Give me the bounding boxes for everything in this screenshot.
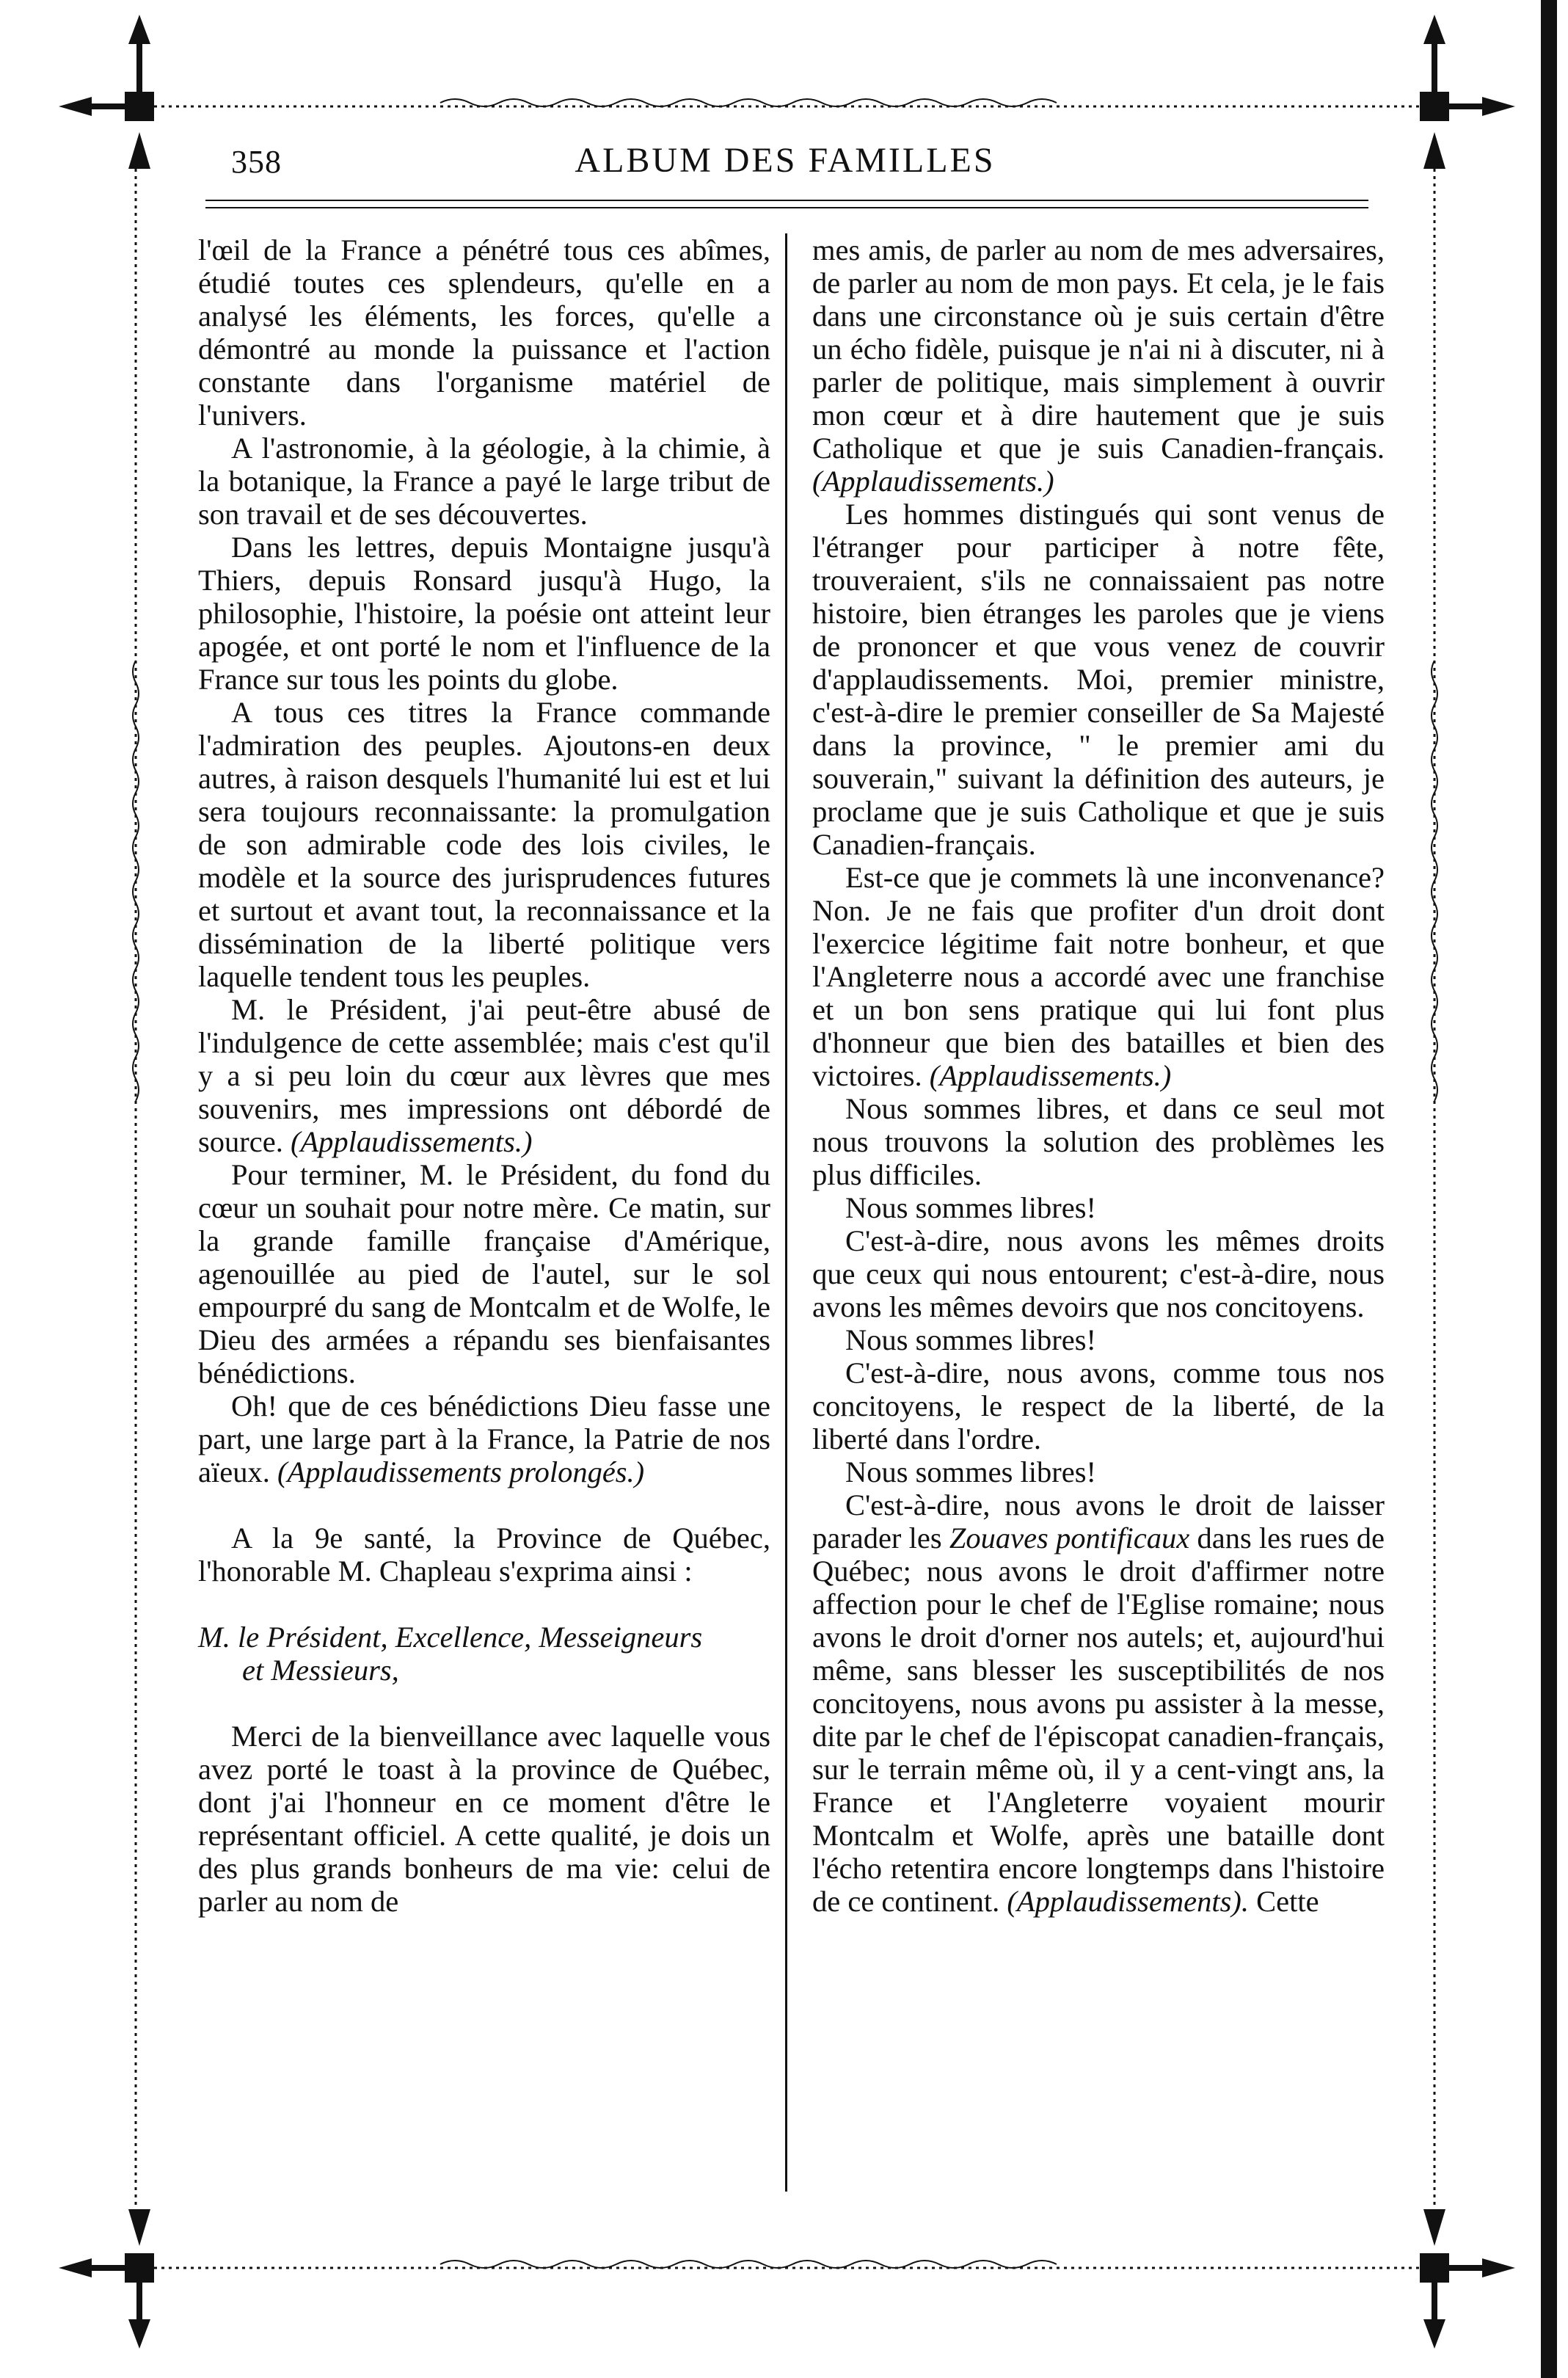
paragraph: A tous ces titres la France commande l'admiration des peuples. Ajoutons-en deux autres, à raison desquels l'humanité lui est et lui sera toujours reconnaissante: la promulgation de son admirable code des lois civiles, le modèle et la source des jurisprudences futures et surtout et avant tout, la reconnaissance et la dissémination de la liberté politique vers laquelle tendent tous les peuples. — [198, 696, 770, 993]
paragraph: A l'astronomie, à la géologie, à la chimie, à la botanique, la France a payé le large tribut de son travail et de ses découvertes. — [198, 432, 770, 531]
applause-note: (Applaudissements.) — [929, 1059, 1172, 1092]
speech-address — [198, 1621, 770, 1687]
paragraph: Dans les lettres, depuis Montaigne jusqu'à Thiers, depuis Ronsard jusqu'à Hugo, la philosophie, l'histoire, la poésie ont atteint leur apogée, et ont porté le nom et l'influence de la France sur tous les points du globe. — [198, 531, 770, 696]
italic-phrase: Zouaves pontificaux — [949, 1521, 1190, 1555]
paragraph: C'est-à-dire, nous avons, comme tous nos concitoyens, le respect de la liberté, de la liberté dans l'ordre. — [812, 1356, 1385, 1455]
paragraph-text: Cette — [1256, 1885, 1319, 1918]
header-rule-top — [205, 200, 1368, 201]
paragraph: Les hommes distingués qui sont venus de l'étranger pour participer à notre fête, trouveraient, s'ils ne connaissaient pas notre histoire, bien étranges les paroles que je viens de prononcer et que vous venez de couvrir d'applaudissements. Moi, premier ministre, c'est-à-dire le premier conseiller de Sa Majesté dans la province, " le premier ami du souverain," suivant la définition des auteurs, je proclame que je suis Catholique et que je suis Canadien-français. — [812, 498, 1385, 861]
paragraph: Merci de la bienveillance avec laquelle vous avez porté le toast à la province de Québec, dont j'ai l'honneur en ce moment d'être le représentant officiel. A cette qualité, je dois un des plus grands bonheurs de ma vie: celui de parler au nom de — [198, 1720, 770, 1918]
paragraph: Pour terminer, M. le Président, du fond du cœur un souhait pour notre mère. Ce matin, sur la grande famille française d'Amérique, agenouillée au pied de l'autel, sur le sol empourpré du sang de Montcalm et de Wolfe, le Dieu des armées a répandu ses bienfaisantes bénédictions. — [198, 1158, 770, 1389]
page-number: 358 — [231, 144, 282, 180]
applause-note: (Applaudissements.) — [812, 465, 1054, 498]
column-divider — [785, 233, 787, 2192]
paragraph: Nous sommes libres! — [845, 1323, 1096, 1356]
paragraph — [198, 993, 770, 1158]
running-title: ALBUM DES FAMILLES — [575, 141, 996, 180]
right-column — [812, 233, 1385, 1918]
paragraph: l'œil de la France a pénétré tous ces abîmes, étudié toutes ces splendeurs, qu'elle en a analysé les éléments, les forces, qu'elle a démontré au monde la puissance et l'action constante dans l'organisme matériel de l'univers. — [198, 233, 770, 432]
applause-note: (Applaudissements.) — [290, 1125, 533, 1158]
paragraph-text: C'est-à-dire, nous avons le droit de laisser parader les — [812, 1488, 1385, 1555]
left-column — [198, 233, 770, 1918]
address-line: M. le Président, Excellence, Messeigneurs — [198, 1621, 703, 1654]
paragraph — [198, 1389, 770, 1488]
paragraph-text: Oh! que de ces bénédictions Dieu fasse une part, une large part à la France, la Patrie de nos aïeux. — [198, 1389, 770, 1488]
applause-note: (Applaudissements). — [1007, 1885, 1249, 1918]
paragraph — [812, 861, 1385, 1092]
paragraph-text: M. le Président, j'ai peut-être abusé de l'indulgence de cette assemblée; mais c'est qu'il y a si peu loin du cœur aux lèvres que mes souvenirs, mes impressions ont débordé de source. — [198, 993, 770, 1158]
paragraph-text: dans les rues de Québec; nous avons le droit d'affirmer notre affection pour le chef de l'Eglise romaine; nous avons le droit d'orner nos autels; et, aujourd'hui même, sans blesser les susceptibilités de nos concitoyens, nous avons pu assister à la messe, dite par le chef de l'épiscopat canadien-français, sur le terrain même où, il y a cent-vingt ans, la France et l'Angleterre voyaient mourir Montcalm et Wolfe, après une bataille dont l'écho retentira encore longtemps dans l'histoire de ce continent. — [812, 1521, 1385, 1918]
address-line: et Messieurs, — [242, 1654, 399, 1687]
paragraph: Nous sommes libres, et dans ce seul mot nous trouvons la solution des problèmes les plus difficiles. — [812, 1092, 1385, 1191]
paragraph: Nous sommes libres! — [845, 1455, 1096, 1488]
applause-note: (Applaudissements prolongés.) — [277, 1455, 645, 1488]
paragraph: Nous sommes libres! — [845, 1191, 1096, 1224]
paragraph — [812, 1488, 1385, 1918]
paragraph — [812, 233, 1385, 498]
header-rule-bottom — [205, 207, 1368, 208]
paragraph-text: mes amis, de parler au nom de mes adversaires, de parler au nom de mon pays. Et cela, je le fais dans une circonstance où je suis certain d'être un écho fidèle, puisque je n'ai ni à discuter, ni à parler de politique, mais simplement à ouvrir mon cœur et à dire hautement que je suis Catholique et que je suis Canadien-français. — [812, 233, 1385, 465]
page-header — [198, 136, 1372, 187]
paragraph: A la 9e santé, la Province de Québec, l'honorable M. Chapleau s'exprima ainsi : — [198, 1521, 770, 1588]
paragraph: C'est-à-dire, nous avons les mêmes droits que ceux qui nous entourent; c'est-à-dire, nous avons les mêmes devoirs que nos concitoyens. — [812, 1224, 1385, 1323]
paragraph-text: Est-ce que je commets là une inconvenance? Non. Je ne fais que profiter d'un droit dont l'exercice légitime fait notre bonheur, et que l'Angleterre nous a accordé avec une franchise et un bon sens pratique qui lui font plus d'honneur que bien des batailles et bien des victoires. — [812, 861, 1385, 1092]
